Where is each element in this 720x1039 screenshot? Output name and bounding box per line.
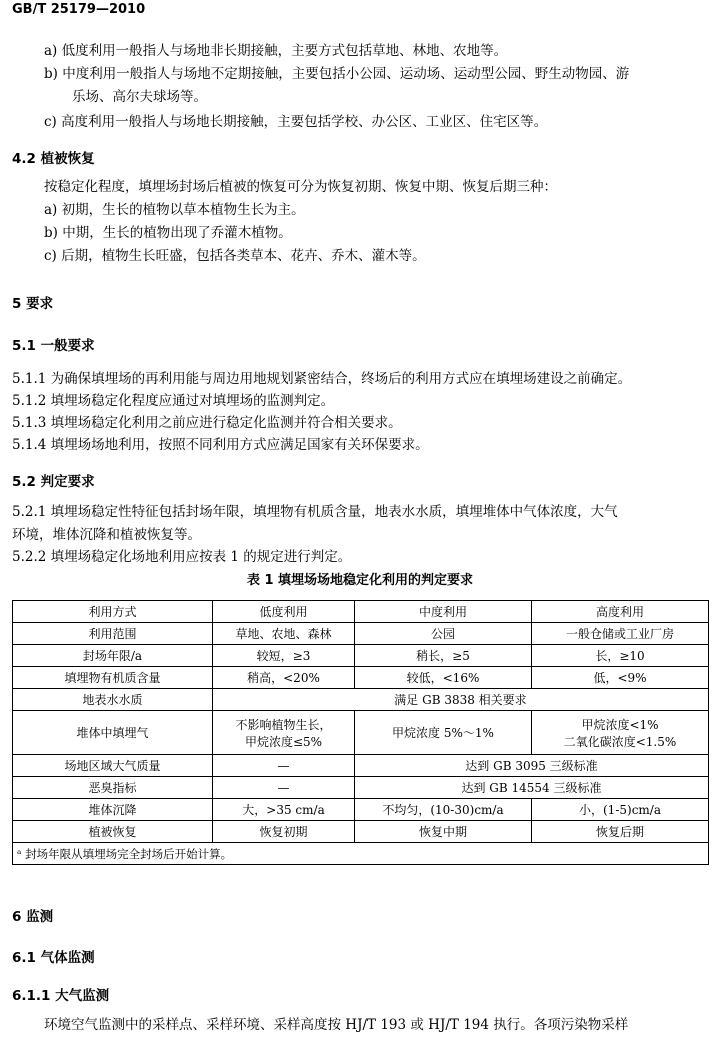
table-header-cell: 中度利用 <box>355 601 532 623</box>
table-cell: 不均匀，(10-30)cm/a <box>355 799 532 821</box>
table-row <box>13 711 709 755</box>
table-cell: 堆体中填埋气 <box>13 711 213 755</box>
clause-6-1-1-text: 环境空气监测中的采样点、采样环境、采样高度按 HJ/T 193 或 HJ/T 194 执行。各项污染物采样 <box>44 1017 629 1033</box>
table-1-caption: 表 1 填埋场场地稳定化利用的判定要求 <box>246 573 474 588</box>
table-row <box>13 821 709 843</box>
table-cell: 填埋物有机质含量 <box>13 667 213 689</box>
table-cell: 恢复初期 <box>213 821 355 843</box>
table-cell <box>532 711 709 755</box>
clause-5-2-2: 5.2.2 填埋场稳定化场地利用应按表 1 的规定进行判定。 <box>12 549 352 565</box>
vegetation-intro: 按稳定化程度，填埋场封场后植被的恢复可分为恢复初期、恢复中期、恢复后期三种： <box>44 179 557 195</box>
table-cell: — <box>213 755 355 777</box>
document-header: GB/T 25179—2010 <box>12 2 146 17</box>
table-cell: 甲烷浓度 5%～1% <box>355 711 532 755</box>
vegetation-early: a) 初期，生长的植物以草本植物生长为主。 <box>44 202 305 218</box>
section-6-title: 6 监测 <box>12 909 54 925</box>
list-item-mid-use-cont: 乐场、高尔夫球场等。 <box>72 89 207 105</box>
cell-line: 甲烷浓度<1% <box>581 717 659 732</box>
clause-5-1-4: 5.1.4 填埋场场地利用，按照不同利用方式应满足国家有关环保要求。 <box>12 437 429 453</box>
section-6-1-title: 6.1 气体监测 <box>12 950 95 966</box>
table-cell: 场地区域大气质量 <box>13 755 213 777</box>
table-cell: 封场年限/a <box>13 645 213 667</box>
table-cell: 达到 GB 3095 三级标准 <box>355 755 709 777</box>
list-item-high-use: c) 高度利用一般指人与场地长期接触，主要包括学校、办公区、工业区、住宅区等。 <box>44 114 548 130</box>
table-cell: 植被恢复 <box>13 821 213 843</box>
table-cell <box>213 711 355 755</box>
section-6-1-1-title: 6.1.1 大气监测 <box>12 988 110 1004</box>
clause-5-2-1-cont: 环境，堆体沉降和植被恢复等。 <box>12 527 201 543</box>
table-row <box>13 601 709 623</box>
table-cell: 堆体沉降 <box>13 799 213 821</box>
vegetation-middle: b) 中期，生长的植物出现了乔灌木植物。 <box>44 225 292 241</box>
clause-5-1-2: 5.1.2 填埋场稳定化程度应通过对填埋场的监测判定。 <box>12 393 335 409</box>
section-5-title: 5 要求 <box>12 296 54 312</box>
table-row <box>13 667 709 689</box>
table-header-cell: 低度利用 <box>213 601 355 623</box>
table-row <box>13 645 709 667</box>
table-cell: 公园 <box>355 623 532 645</box>
list-item-mid-use: b) 中度利用一般指人与场地不定期接触，主要包括小公园、运动场、运动型公园、野生动物园、游 <box>44 66 630 82</box>
table-header-cell: 高度利用 <box>532 601 709 623</box>
section-4-2-title: 4.2 植被恢复 <box>12 151 95 167</box>
table-cell: 稍长，≥5 <box>355 645 532 667</box>
table-row <box>13 623 709 645</box>
table-cell: 低，<9% <box>532 667 709 689</box>
list-item-low-use: a) 低度利用一般指人与场地非长期接触，主要方式包括草地、林地、农地等。 <box>44 43 508 59</box>
table-cell: 达到 GB 14554 三级标准 <box>355 777 709 799</box>
table-row <box>13 777 709 799</box>
table-cell: 大，>35 cm/a <box>213 799 355 821</box>
table-cell: 小，(1-5)cm/a <box>532 799 709 821</box>
table-cell: 地表水水质 <box>13 689 213 711</box>
table-cell: 恢复中期 <box>355 821 532 843</box>
clause-5-2-1: 5.2.1 填埋场稳定性特征包括封场年限，填埋物有机质含量，地表水水质，填埋堆体中气体浓度，大气 <box>12 504 618 520</box>
table-cell: 草地、农地、森林 <box>213 623 355 645</box>
section-5-2-title: 5.2 判定要求 <box>12 474 95 490</box>
table-cell: — <box>213 777 355 799</box>
table-cell: 利用范围 <box>13 623 213 645</box>
table-cell: 较短，≥3 <box>213 645 355 667</box>
table-row <box>13 689 709 711</box>
table-cell: 一般仓储或工业厂房 <box>532 623 709 645</box>
table-cell: 满足 GB 3838 相关要求 <box>213 689 709 711</box>
table-cell: 稍高，<20% <box>213 667 355 689</box>
cell-line: 甲烷浓度≤5% <box>244 734 323 749</box>
table-row <box>13 799 709 821</box>
table-header-cell: 利用方式 <box>13 601 213 623</box>
cell-line: 二氧化碳浓度<1.5% <box>563 734 677 749</box>
table-1 <box>12 600 709 865</box>
cell-line: 不影响植物生长， <box>235 717 332 732</box>
table-cell: 长，≥10 <box>532 645 709 667</box>
table-cell: 较低，<16% <box>355 667 532 689</box>
table-row <box>13 843 709 865</box>
vegetation-late: c) 后期，植物生长旺盛，包括各类草本、花卉、乔木、灌木等。 <box>44 248 426 264</box>
clause-5-1-1: 5.1.1 为确保填埋场的再利用能与周边用地规划紧密结合，终场后的利用方式应在填埋场建设之前确定。 <box>12 371 632 387</box>
table-footnote: ᵃ 封场年限从填埋场完全封场后开始计算。 <box>13 843 709 865</box>
table-row <box>13 755 709 777</box>
table-cell: 恶臭指标 <box>13 777 213 799</box>
table-cell: 恢复后期 <box>532 821 709 843</box>
clause-5-1-3: 5.1.3 填埋场稳定化利用之前应进行稳定化监测并符合相关要求。 <box>12 415 402 431</box>
section-5-1-title: 5.1 一般要求 <box>12 338 95 354</box>
